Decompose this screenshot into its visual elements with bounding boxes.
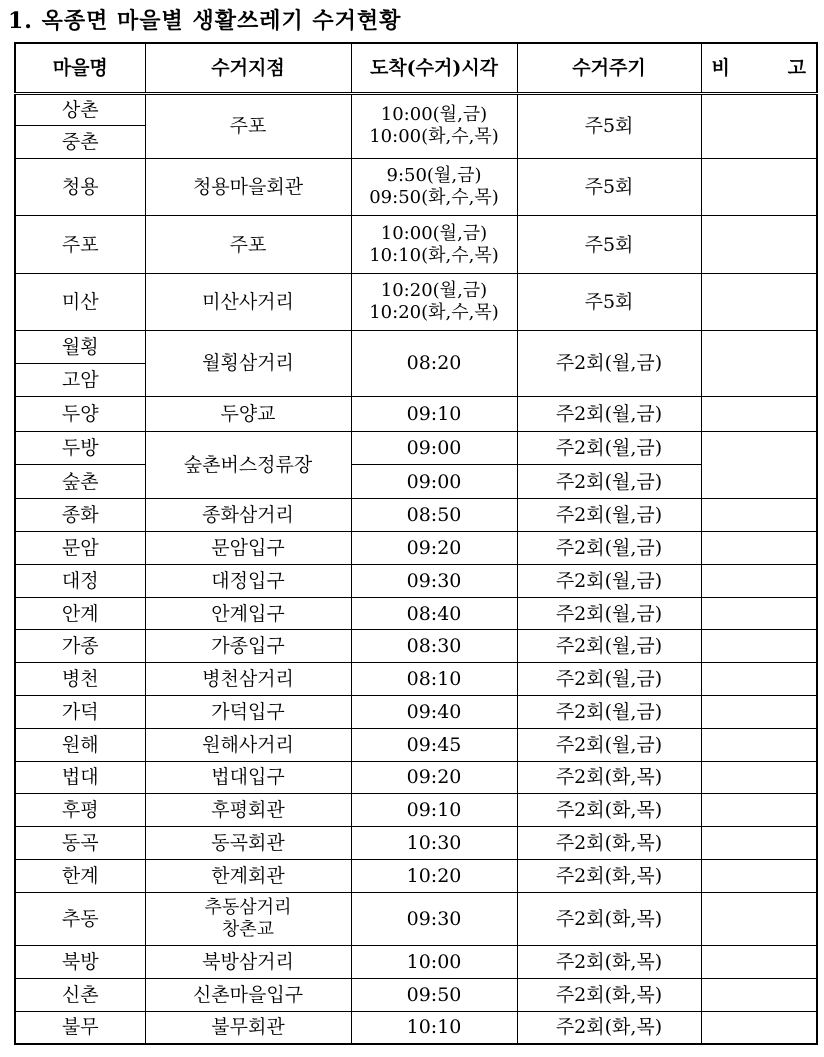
- header-time: 도착(수거)시각: [351, 43, 517, 93]
- village-cell: 추동: [15, 892, 145, 945]
- village-cell: 동곡: [15, 827, 145, 860]
- village-cell: 월횡: [15, 331, 145, 364]
- location-cell: 주포: [145, 93, 351, 159]
- cycle-cell: 주2회(월,금): [517, 331, 701, 397]
- table-row: [15, 564, 817, 597]
- note-cell: [701, 663, 817, 696]
- table-row: [15, 465, 817, 499]
- cycle-cell: 주2회(월,금): [517, 532, 701, 565]
- time-cell: 09:00: [351, 431, 517, 465]
- document-title: 1. 옥종면 마을별 생활쓰레기 수거현황: [8, 8, 402, 34]
- village-cell: 중촌: [15, 126, 145, 159]
- cycle-cell: 주2회(월,금): [517, 564, 701, 597]
- note-cell: [701, 499, 817, 532]
- time-cell: 10:20: [351, 859, 517, 892]
- location-cell: 한계회관: [145, 859, 351, 892]
- note-cell: [701, 331, 817, 397]
- cycle-cell: 주2회(월,금): [517, 597, 701, 630]
- time-cell: 09:30: [351, 564, 517, 597]
- table-row: [15, 396, 817, 431]
- village-cell: 두방: [15, 431, 145, 465]
- location-cell: 미산사거리: [145, 273, 351, 330]
- note-cell: [701, 827, 817, 860]
- cycle-cell: 주2회(월,금): [517, 663, 701, 696]
- note-cell: [701, 761, 817, 794]
- time-cell: 08:10: [351, 663, 517, 696]
- time-cell: 9:50(월,금) 09:50(화,수,목): [351, 159, 517, 216]
- location-cell: 안계입구: [145, 597, 351, 630]
- table-row: [15, 216, 817, 273]
- location-cell: 대정입구: [145, 564, 351, 597]
- village-cell: 청용: [15, 159, 145, 216]
- village-cell: 후평: [15, 794, 145, 827]
- location-cell: 주포: [145, 216, 351, 273]
- village-cell: 가덕: [15, 696, 145, 729]
- village-cell: 주포: [15, 216, 145, 273]
- cycle-cell: 주2회(월,금): [517, 499, 701, 532]
- time-cell: 10:10: [351, 1011, 517, 1044]
- location-cell: 신촌마을입구: [145, 978, 351, 1011]
- time-cell: 09:20: [351, 532, 517, 565]
- cycle-cell: 주2회(월,금): [517, 465, 701, 499]
- table-row: [15, 1011, 817, 1044]
- note-cell: [701, 159, 817, 216]
- time-cell: 10:20(월,금) 10:20(화,수,목): [351, 273, 517, 330]
- time-cell: 10:00(월,금) 10:00(화,수,목): [351, 93, 517, 159]
- table-row: [15, 663, 817, 696]
- cycle-cell: 주2회(화,목): [517, 794, 701, 827]
- table-row: [15, 597, 817, 630]
- note-cell: [701, 216, 817, 273]
- cycle-cell: 주2회(월,금): [517, 728, 701, 761]
- village-cell: 두양: [15, 396, 145, 431]
- village-cell: 병천: [15, 663, 145, 696]
- cycle-cell: 주5회: [517, 216, 701, 273]
- location-cell: 추동삼거리 창촌교: [145, 892, 351, 945]
- note-cell: [701, 597, 817, 630]
- table-row: [15, 331, 817, 364]
- village-cell: 원해: [15, 728, 145, 761]
- cycle-cell: 주2회(월,금): [517, 696, 701, 729]
- time-cell: 08:20: [351, 331, 517, 397]
- time-cell: 09:40: [351, 696, 517, 729]
- cycle-cell: 주2회(월,금): [517, 630, 701, 663]
- location-cell: 가덕입구: [145, 696, 351, 729]
- note-cell: [701, 630, 817, 663]
- location-cell: 종화삼거리: [145, 499, 351, 532]
- cycle-cell: 주2회(화,목): [517, 978, 701, 1011]
- village-cell: 한계: [15, 859, 145, 892]
- cycle-cell: 주2회(화,목): [517, 761, 701, 794]
- header-cycle: 수거주기: [517, 43, 701, 93]
- village-cell: 숲촌: [15, 465, 145, 499]
- location-cell: 두양교: [145, 396, 351, 431]
- location-cell: 문암입구: [145, 532, 351, 565]
- note-cell: [701, 396, 817, 431]
- cycle-cell: 주2회(화,목): [517, 945, 701, 978]
- note-cell: [701, 978, 817, 1011]
- time-cell: 09:20: [351, 761, 517, 794]
- header-location: 수거지점: [145, 43, 351, 93]
- village-cell: 고암: [15, 363, 145, 396]
- note-cell: [701, 794, 817, 827]
- note-cell: [701, 273, 817, 330]
- location-cell: 불무회관: [145, 1011, 351, 1044]
- cycle-cell: 주2회(화,목): [517, 1011, 701, 1044]
- table-row: [15, 93, 817, 126]
- cycle-cell: 주2회(월,금): [517, 431, 701, 465]
- time-cell: 09:10: [351, 794, 517, 827]
- village-cell: 종화: [15, 499, 145, 532]
- location-cell: 법대입구: [145, 761, 351, 794]
- village-cell: 가종: [15, 630, 145, 663]
- table-row: [15, 728, 817, 761]
- village-cell: 미산: [15, 273, 145, 330]
- table-header-row: [15, 43, 817, 93]
- note-cell: [701, 859, 817, 892]
- note-cell: [701, 93, 817, 159]
- location-cell: 숲촌버스정류장: [145, 431, 351, 499]
- table-row: [15, 945, 817, 978]
- time-cell: 08:30: [351, 630, 517, 663]
- table-row: [15, 761, 817, 794]
- time-cell: 10:00: [351, 945, 517, 978]
- village-cell: 법대: [15, 761, 145, 794]
- location-cell: 병천삼거리: [145, 663, 351, 696]
- time-cell: 09:10: [351, 396, 517, 431]
- cycle-cell: 주5회: [517, 273, 701, 330]
- village-cell: 대정: [15, 564, 145, 597]
- time-cell: 10:00(월,금) 10:10(화,수,목): [351, 216, 517, 273]
- table-row: [15, 827, 817, 860]
- time-cell: 09:50: [351, 978, 517, 1011]
- table-row: [15, 978, 817, 1011]
- village-cell: 불무: [15, 1011, 145, 1044]
- village-cell: 안계: [15, 597, 145, 630]
- table-row: [15, 696, 817, 729]
- cycle-cell: 주5회: [517, 159, 701, 216]
- village-cell: 문암: [15, 532, 145, 565]
- time-cell: 09:45: [351, 728, 517, 761]
- table-row: [15, 273, 817, 330]
- time-cell: 09:30: [351, 892, 517, 945]
- village-cell: 신촌: [15, 978, 145, 1011]
- cycle-cell: 주2회(월,금): [517, 396, 701, 431]
- table-row: [15, 431, 817, 465]
- village-cell: 북방: [15, 945, 145, 978]
- header-village: 마을명: [15, 43, 145, 93]
- time-cell: 08:50: [351, 499, 517, 532]
- table-row: [15, 794, 817, 827]
- table-row: [15, 532, 817, 565]
- location-cell: 원해사거리: [145, 728, 351, 761]
- note-cell: [701, 728, 817, 761]
- note-cell: [701, 696, 817, 729]
- collection-schedule-table: [14, 42, 818, 1045]
- note-cell: [701, 1011, 817, 1044]
- table-row: [15, 859, 817, 892]
- note-cell: [701, 532, 817, 565]
- header-note: 비 고: [701, 43, 817, 93]
- cycle-cell: 주2회(화,목): [517, 859, 701, 892]
- cycle-cell: 주2회(화,목): [517, 827, 701, 860]
- location-cell: 가종입구: [145, 630, 351, 663]
- note-cell: [701, 945, 817, 978]
- time-cell: 09:00: [351, 465, 517, 499]
- table-row: [15, 892, 817, 945]
- note-cell: [701, 564, 817, 597]
- time-cell: 10:30: [351, 827, 517, 860]
- note-cell: [701, 892, 817, 945]
- village-cell: 상촌: [15, 93, 145, 126]
- location-cell: 후평회관: [145, 794, 351, 827]
- table-row: [15, 159, 817, 216]
- table-row: [15, 630, 817, 663]
- table-row: [15, 499, 817, 532]
- location-cell: 월횡삼거리: [145, 331, 351, 397]
- location-cell: 동곡회관: [145, 827, 351, 860]
- cycle-cell: 주5회: [517, 93, 701, 159]
- location-cell: 북방삼거리: [145, 945, 351, 978]
- location-cell: 청용마을회관: [145, 159, 351, 216]
- cycle-cell: 주2회(화,목): [517, 892, 701, 945]
- time-cell: 08:40: [351, 597, 517, 630]
- note-cell: [701, 431, 817, 499]
